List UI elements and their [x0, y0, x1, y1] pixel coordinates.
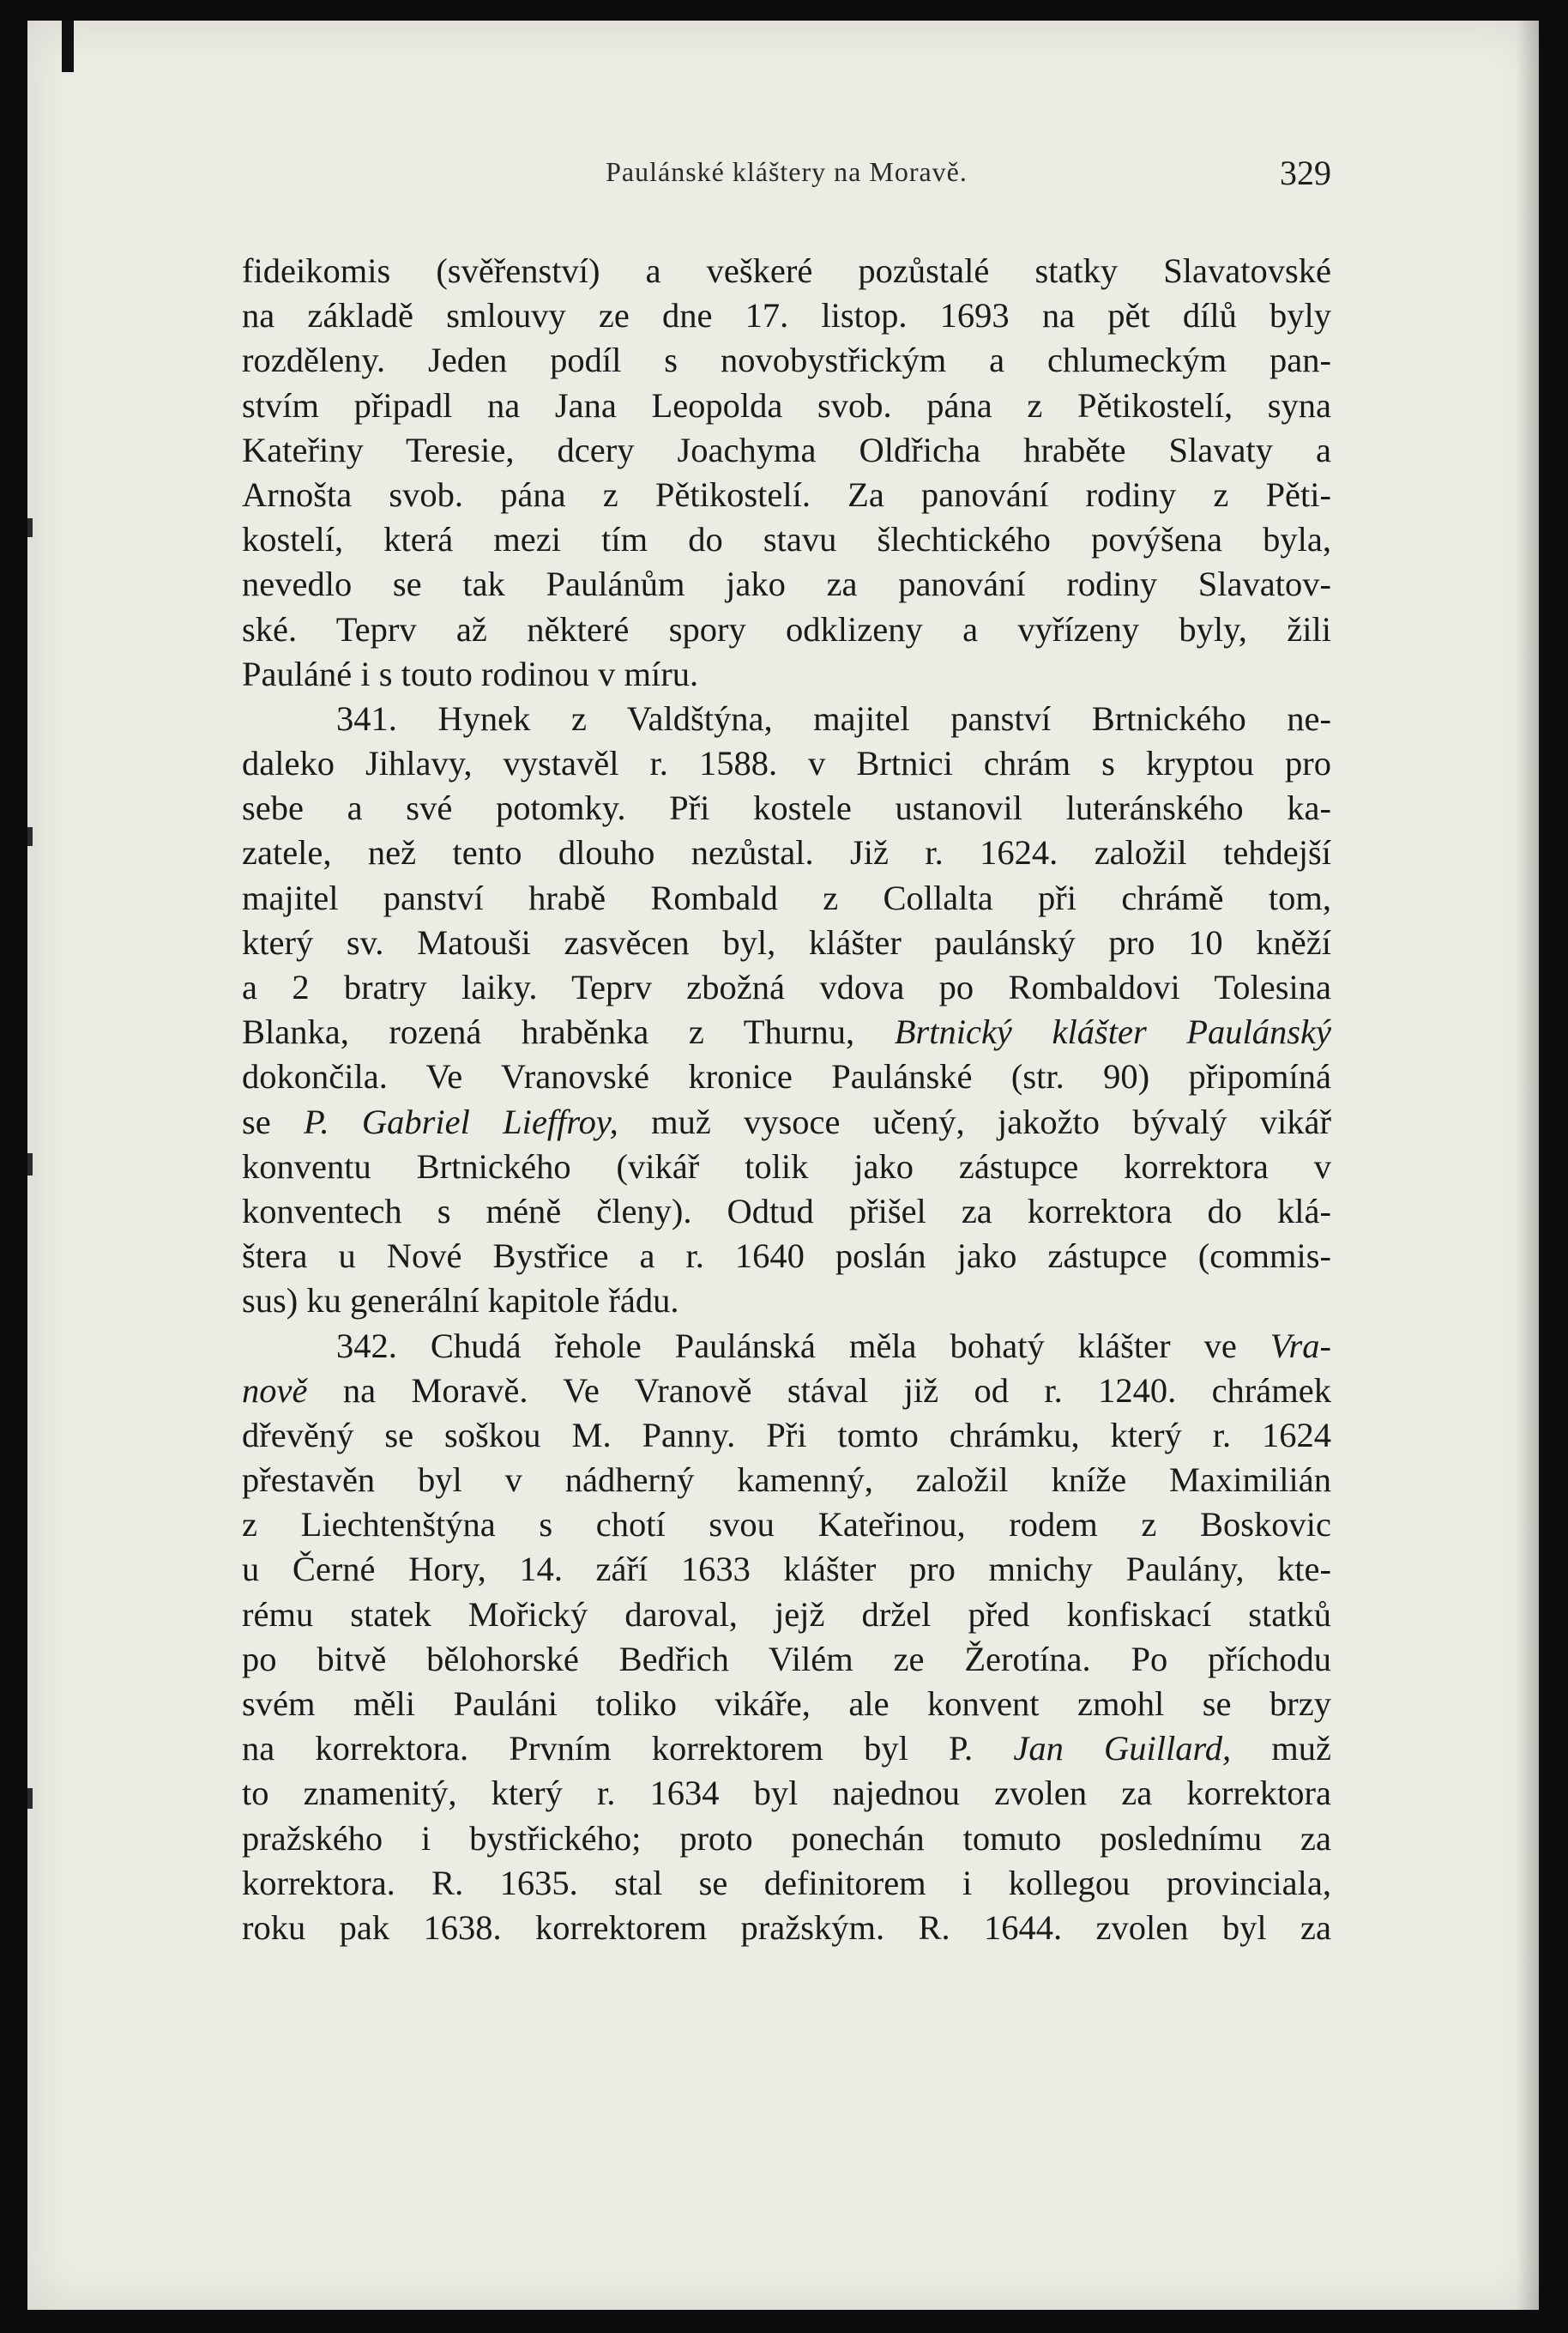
text-line: sus) ku generální kapitole řádu. [242, 1281, 679, 1321]
text-line [242, 1726, 1331, 1771]
text-line: konventech s méně členy). Odtud přišel za korrektora do klá- [242, 1191, 1331, 1230]
text-line [242, 1010, 1331, 1055]
text-line: sebe a své potomky. Při kostele ustanovil luteránského ka- [242, 789, 1331, 828]
text-line: po bitvě bělohorské Bedřich Vilém ze Žerotína. Po příchodu [242, 1639, 1331, 1678]
text-line [242, 1369, 1331, 1413]
text-line: zatele, než tento dlouho nezůstal. Již r. 1624. založil tehdejší [242, 833, 1331, 873]
text-line: rému statek Mořický daroval, jejž držel před konfiskací statků [242, 1594, 1331, 1634]
body-text [242, 249, 1331, 1950]
text-segment: se [242, 1102, 271, 1141]
text-segment: muž vysoce učený, jakožto bývalý vikář [651, 1102, 1331, 1141]
text-segment: na Moravě. Ve Vranově stával již od r. 1240. chrámek [342, 1370, 1331, 1410]
italic-text: Jan Guillard, [1013, 1729, 1232, 1768]
text-line: z Liechtenštýna s chotí svou Kateřinou, rodem z Boskovic [242, 1505, 1331, 1544]
italic-text: P. Gabriel Lieffroy, [304, 1102, 618, 1141]
text-segment: na korrektora. Prvním korrektorem byl P. [242, 1729, 974, 1768]
text-line: majitel panství hrabě Rombald z Collalta při chrámě tom, [242, 878, 1331, 917]
text-line: u Černé Hory, 14. září 1633 klášter pro mnichy Paulány, kte- [242, 1550, 1331, 1589]
text-line: svém měli Pauláni toliko vikáře, ale konvent zmohl se brzy [242, 1684, 1331, 1723]
text-line: Pauláné i s touto rodinou v míru. [242, 654, 699, 693]
text-line: roku pak 1638. korrektorem pražským. R. 1644. zvolen byl za [242, 1907, 1331, 1947]
text-line: pražského i bystřického; proto ponechán tomuto poslednímu za [242, 1818, 1331, 1858]
text-line: rozděleny. Jeden podíl s novobystřickým a chlumeckým pan- [242, 341, 1331, 380]
text-line: přestavěn byl v nádherný kamenný, založil kníže Maximilián [242, 1460, 1331, 1500]
italic-text: nově [242, 1370, 308, 1410]
page-header [242, 156, 1331, 208]
text-line: 341. Hynek z Valdštýna, majitel panství Brtnického ne- [336, 698, 1331, 738]
text-line: na základě smlouvy ze dne 17. listop. 1693 na pět dílů byly [242, 296, 1331, 335]
text-line: a 2 bratry laiky. Teprv zbožná vdova po Rombaldovi Tolesina [242, 968, 1331, 1006]
text-line: daleko Jihlavy, vystavěl r. 1588. v Brtnici chrám s kryptou pro [242, 744, 1331, 783]
italic-text: Brtnický klášter Paulánský [894, 1012, 1331, 1052]
text-line: fideikomis (svěřenství) a veškeré pozůstalé statky Slavatovské [242, 251, 1331, 290]
text-line: korrektora. R. 1635. stal se definitorem i kollegou provinciala, [242, 1863, 1331, 1902]
text-segment: Blanka, rozená hraběnka z Thurnu, [242, 1012, 855, 1052]
italic-text: Vra- [1269, 1326, 1331, 1365]
text-line: Arnošta svob. pána z Pětikostelí. Za panování rodiny z Pěti- [242, 474, 1331, 514]
running-title: Paulánské kláštery na Moravě. [606, 156, 968, 187]
text-line: dřevěný se soškou M. Panny. Při tomto chrámku, který r. 1624 [242, 1415, 1331, 1454]
text-line [242, 1100, 1331, 1145]
margin-mark [27, 1788, 33, 1809]
text-line: kostelí, která mezi tím do stavu šlechtického povýšena byla, [242, 520, 1331, 559]
text-line: který sv. Matouši zasvěcen byl, klášter paulánský pro 10 kněží [242, 922, 1331, 962]
text-line [242, 1324, 1331, 1369]
book-page [27, 21, 1539, 2310]
text-line: konventu Brtnického (vikář tolik jako zástupce korrektora v [242, 1146, 1331, 1186]
page-number: 329 [1280, 154, 1331, 192]
margin-mark [27, 827, 33, 846]
text-line: štera u Nové Bystřice a r. 1640 poslán jako zástupce (commis- [242, 1236, 1331, 1276]
text-segment: muž [1271, 1729, 1331, 1768]
text-line: ské. Teprv až některé spory odklizeny a vyřízeny byly, žili [242, 609, 1331, 649]
margin-mark [27, 518, 33, 537]
binding-shadow [1517, 21, 1539, 2310]
text-line: dokončila. Ve Vranovské kronice Paulánské (str. 90) připomíná [242, 1057, 1331, 1097]
text-segment: 342. Chudá řehole Paulánská měla bohatý klášter ve [336, 1326, 1237, 1365]
text-line: Kateřiny Teresie, dcery Joachyma Oldřicha hraběte Slavaty a [242, 430, 1331, 469]
text-line: to znamenitý, který r. 1634 byl najednou zvolen za korrektora [242, 1774, 1331, 1813]
margin-mark [27, 1153, 33, 1176]
text-line: stvím připadl na Jana Leopolda svob. pána z Pětikostelí, syna [242, 385, 1331, 425]
scan-corner-mark [62, 21, 74, 72]
text-line: nevedlo se tak Paulánům jako za panování rodiny Slavatov- [242, 565, 1331, 604]
